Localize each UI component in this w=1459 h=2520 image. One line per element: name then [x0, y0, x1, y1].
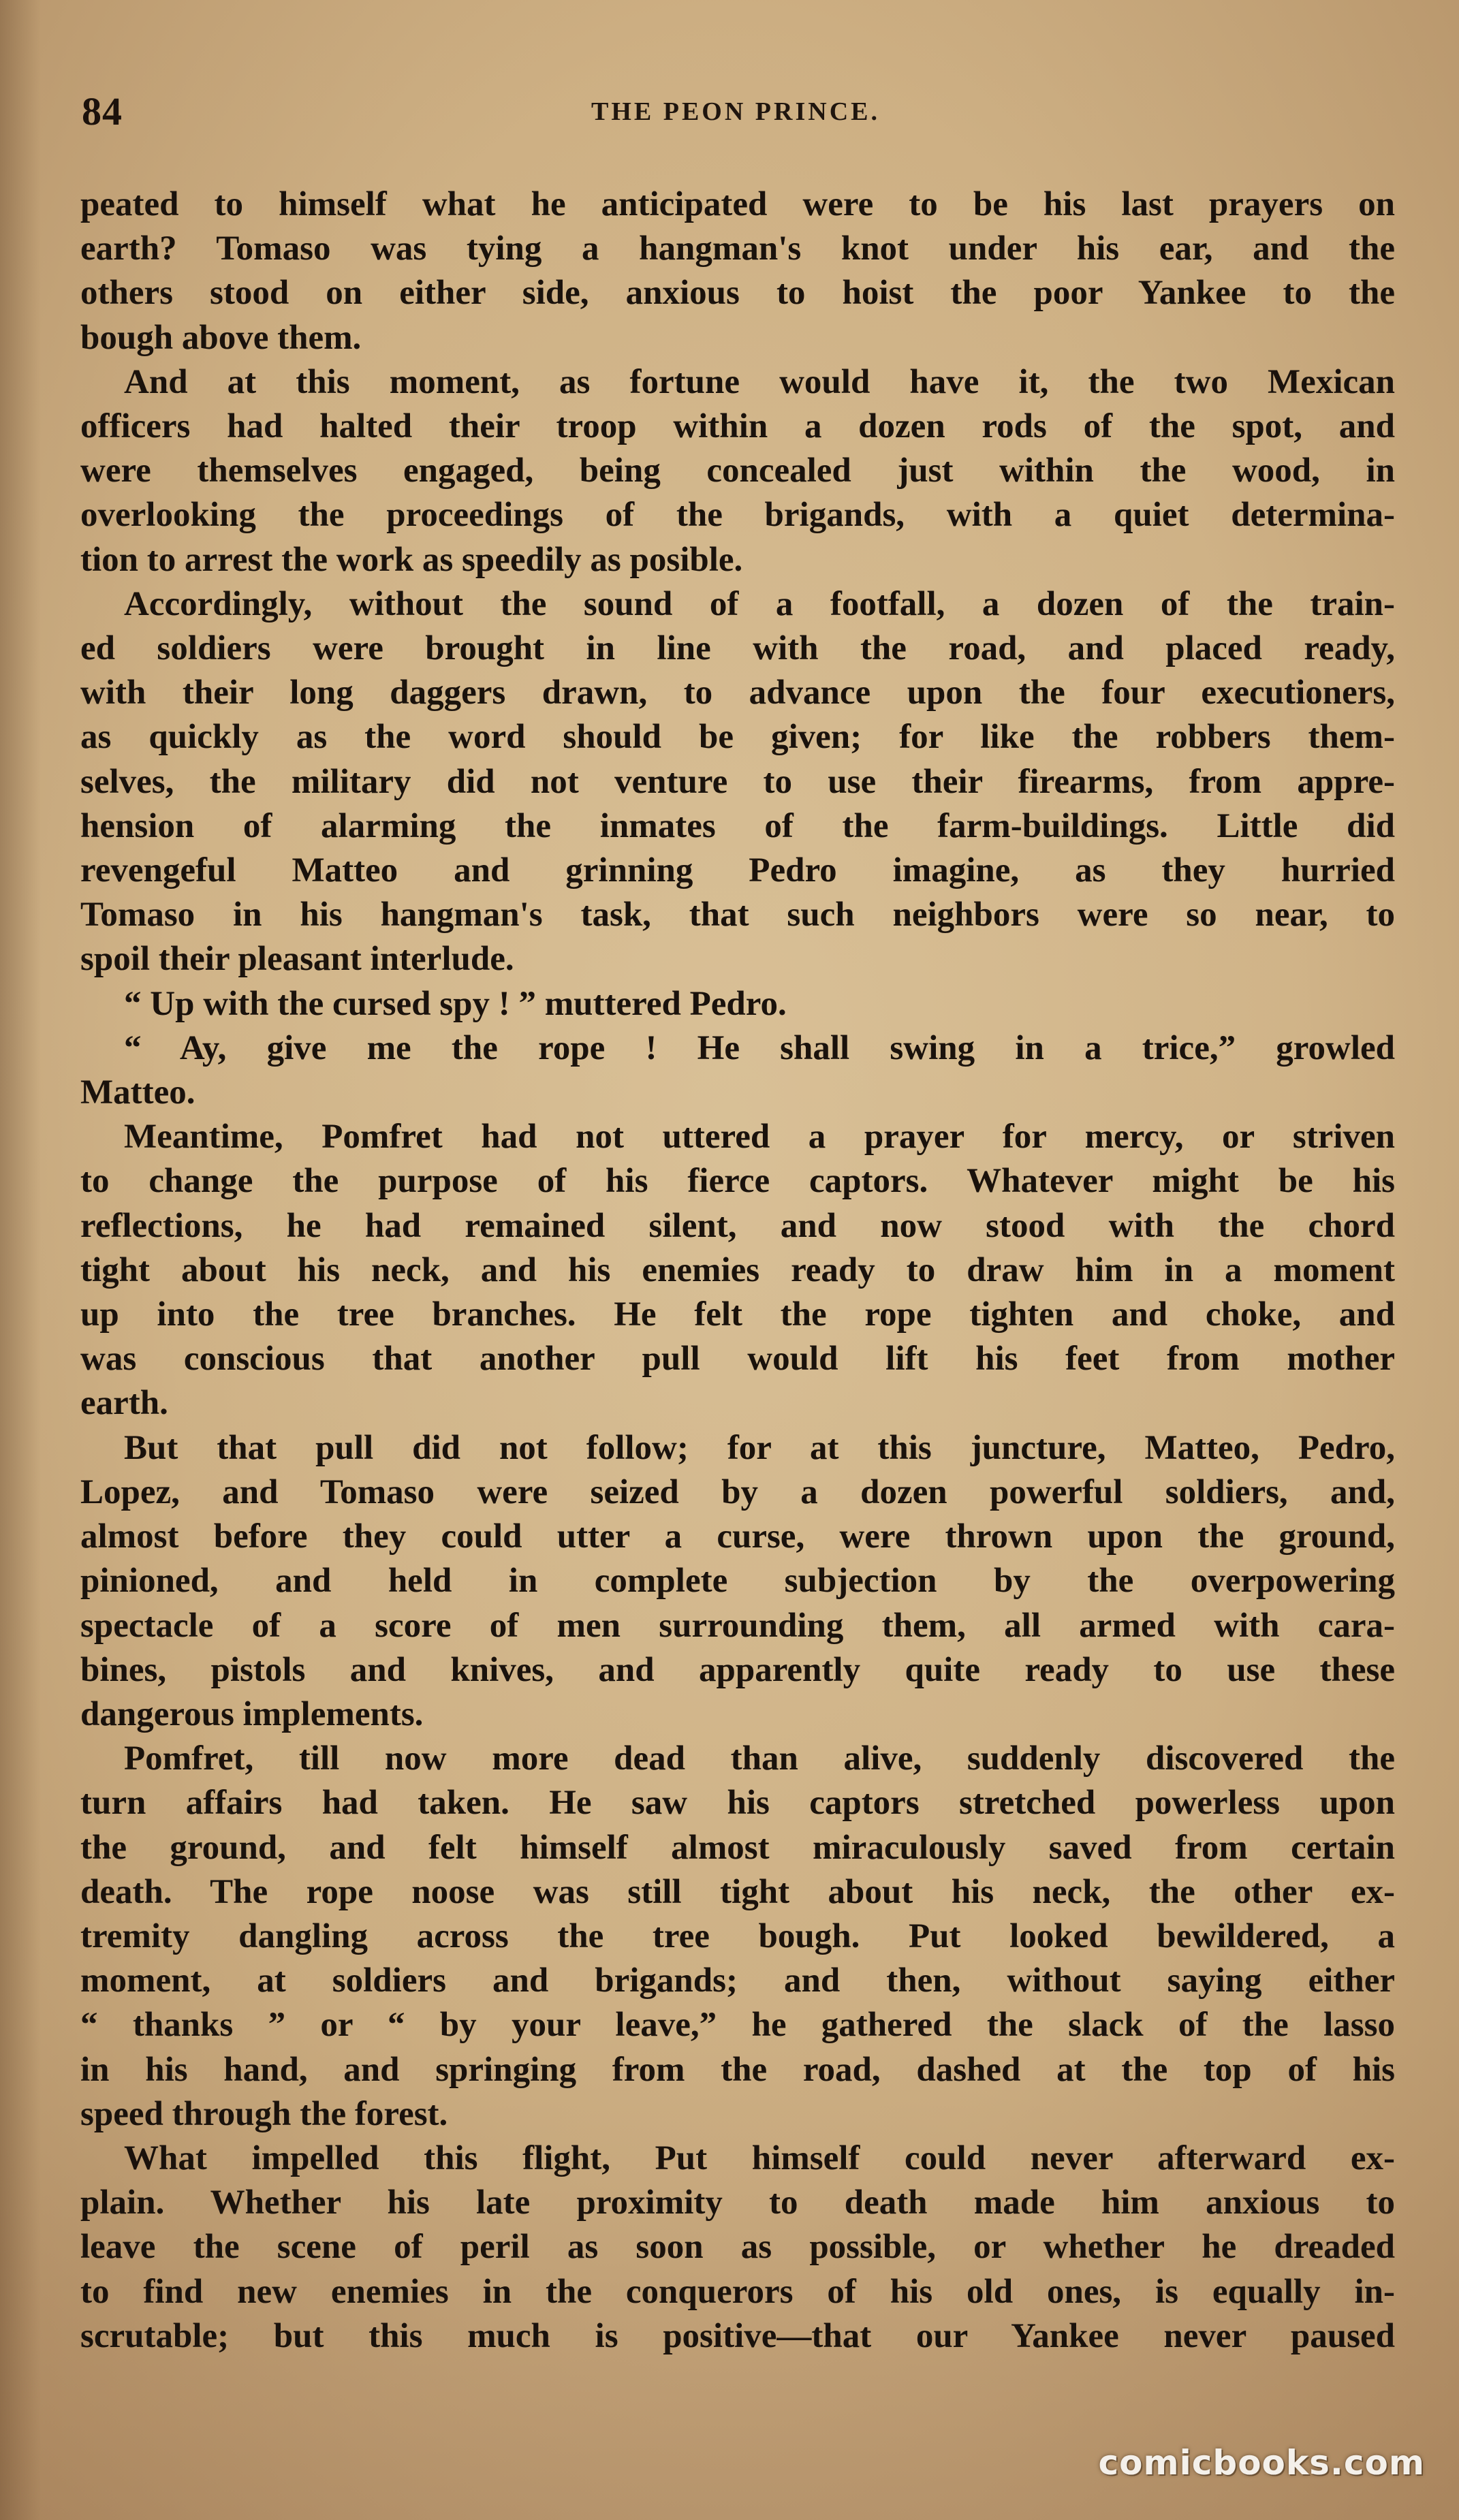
text-line: scrutable; but this much is positive—that our Yankee never paused: [80, 2316, 1395, 2355]
text-line: earth.: [80, 1384, 168, 1423]
text-line: tight about his neck, and his enemies ready to draw him in a moment: [80, 1250, 1395, 1289]
text-line: in his hand, and springing from the road, dashed at the top of his: [80, 2050, 1395, 2089]
text-line: death. The rope noose was still tight about his neck, the other ex-: [80, 1872, 1395, 1911]
text-line: plain. Whether his late proximity to death made him anxious to: [80, 2184, 1395, 2222]
text-line: moment, at soldiers and brigands; and then, without saying either: [80, 1962, 1395, 2000]
page-header: [82, 89, 1390, 136]
text-line: speed through the forest.: [80, 2094, 448, 2133]
text-line: But that pull did not follow; for at this juncture, Matteo, Pedro,: [124, 1428, 1395, 1467]
text-line: dangerous implements.: [80, 1695, 424, 1733]
page-edge-shadow: [0, 0, 41, 2520]
running-head: THE PEON PRINCE.: [591, 97, 880, 126]
text-line: ed soldiers were brought in line with the road, and placed ready,: [80, 629, 1395, 668]
text-line: Matteo.: [80, 1073, 195, 1112]
text-line: Accordingly, without the sound of a footfall, a dozen of the train-: [124, 584, 1395, 623]
text-line: tion to arrest the work as speedily as posible.: [80, 540, 743, 579]
text-line: Meantime, Pomfret had not uttered a prayer for mercy, or striven: [124, 1118, 1395, 1156]
text-line: “ thanks ” or “ by your leave,” he gathered the slack of the lasso: [80, 2006, 1395, 2045]
text-line: to find new enemies in the conquerors of his old ones, is equally in-: [80, 2272, 1395, 2311]
text-line: tremity dangling across the tree bough. Put looked bewildered, a: [80, 1917, 1395, 1955]
text-line: earth? Tomaso was tying a hangman's knot under his ear, and the: [80, 230, 1395, 268]
text-line: others stood on either side, anxious to hoist the poor Yankee to the: [80, 274, 1395, 313]
text-line: revengeful Matteo and grinning Pedro imagine, as they hurried: [80, 851, 1395, 890]
text-line: up into the tree branches. He felt the rope tighten and choke, and: [80, 1295, 1395, 1334]
text-line: leave the scene of peril as soon as possible, or whether he dreaded: [80, 2228, 1395, 2267]
text-line: What impelled this flight, Put himself could never afterward ex-: [124, 2139, 1395, 2177]
watermark: comicbooks.com: [1098, 2443, 1425, 2483]
text-line: the ground, and felt himself almost miraculously saved from certain: [80, 1828, 1395, 1867]
text-line: spoil their pleasant interlude.: [80, 940, 514, 979]
text-line: reflections, he had remained silent, and now stood with the chord: [80, 1206, 1395, 1245]
text-line: bough above them.: [80, 318, 362, 357]
text-line: Pomfret, till now more dead than alive, suddenly discovered the: [124, 1739, 1395, 1778]
text-line: officers had halted their troop within a dozen rods of the spot, and: [80, 407, 1395, 446]
text-line: bines, pistols and knives, and apparently quite ready to use these: [80, 1650, 1395, 1689]
text-line: pinioned, and held in complete subjection by the overpowering: [80, 1562, 1395, 1601]
text-line: “ Up with the cursed spy ! ” muttered Pedro.: [124, 984, 787, 1023]
text-line: “ Ay, give me the rope ! He shall swing in a trice,” growled: [124, 1028, 1395, 1067]
text-line: as quickly as the word should be given; for like the robbers them-: [80, 718, 1395, 757]
text-line: spectacle of a score of men surrounding them, all armed with cara-: [80, 1606, 1395, 1645]
text-line: Lopez, and Tomaso were seized by a dozen powerful soldiers, and,: [80, 1472, 1395, 1511]
text-line: with their long daggers drawn, to advance upon the four executioners,: [80, 674, 1395, 712]
text-line: was conscious that another pull would lift his feet from mother: [80, 1340, 1395, 1379]
body-text: [80, 183, 1395, 2359]
text-line: to change the purpose of his fierce captors. Whatever might be his: [80, 1162, 1395, 1201]
text-line: almost before they could utter a curse, were thrown upon the ground,: [80, 1517, 1395, 1556]
text-line: selves, the military did not venture to use their firearms, from appre-: [80, 762, 1395, 801]
text-line: peated to himself what he anticipated were to be his last prayers on: [80, 185, 1395, 223]
page-number: 84: [82, 89, 123, 133]
text-line: were themselves engaged, being concealed just within the wood, in: [80, 452, 1395, 490]
text-line: overlooking the proceedings of the brigands, with a quiet determina-: [80, 496, 1395, 535]
text-line: hension of alarming the inmates of the farm-buildings. Little did: [80, 806, 1395, 845]
text-line: turn affairs had taken. He saw his captors stretched powerless upon: [80, 1784, 1395, 1823]
text-line: And at this moment, as fortune would have it, the two Mexican: [124, 362, 1395, 401]
text-line: Tomaso in his hangman's task, that such neighbors were so near, to: [80, 896, 1395, 934]
